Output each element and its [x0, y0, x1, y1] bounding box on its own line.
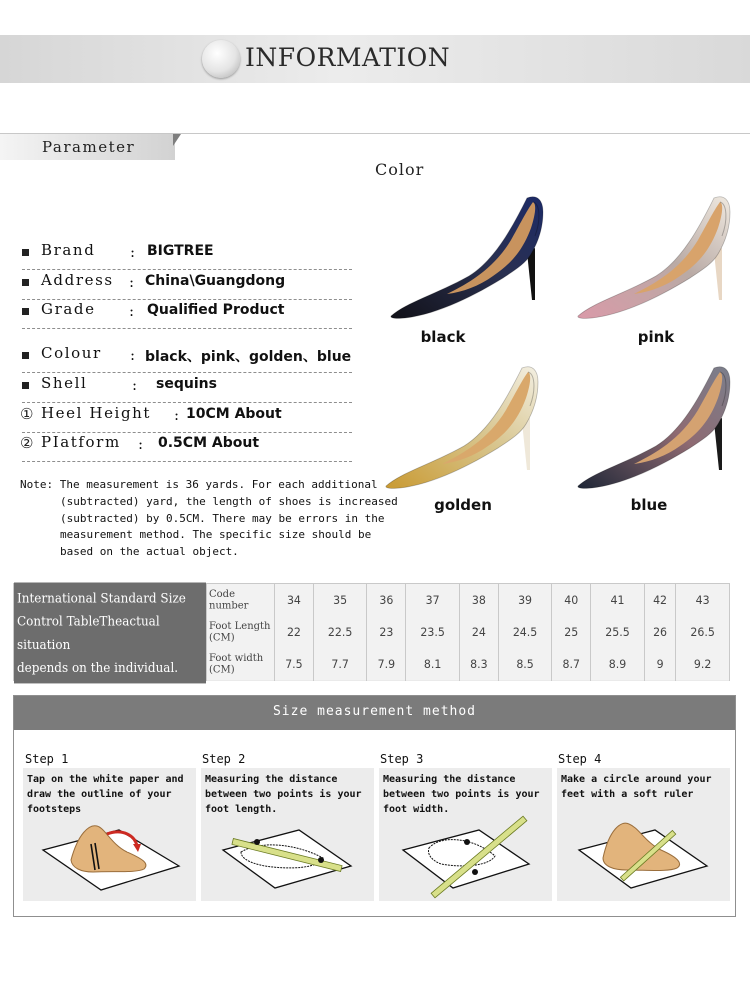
- bullet-icon: [22, 308, 29, 315]
- spec-value: sequins: [156, 376, 217, 392]
- note-line: measurement method. The specific size should be: [60, 528, 372, 542]
- spec-key: Address: [41, 271, 114, 289]
- measurement-note: [20, 477, 410, 561]
- shoe-golden-image: [380, 360, 550, 500]
- spec-row-address: [22, 270, 352, 300]
- circled-number-2: ②: [20, 434, 34, 452]
- table-cell: 24.5: [498, 615, 552, 649]
- parameter-label: Parameter: [42, 138, 136, 156]
- shoe-black-image: [385, 190, 555, 330]
- info-circle-icon: [202, 40, 240, 78]
- shoe-label-black: black: [420, 328, 466, 346]
- spec-value: Qualified Product: [147, 302, 285, 318]
- row-label-code: Code number: [207, 583, 275, 617]
- table-cell: 26.5: [676, 615, 730, 649]
- step-2-panel: [201, 768, 374, 901]
- table-cell: 23.5: [406, 615, 460, 649]
- spec-key: PIatform: [41, 433, 121, 451]
- spec-key: Grade: [41, 300, 96, 318]
- spec-key: Colour: [41, 344, 102, 362]
- step-2-title: Step 2: [202, 752, 246, 766]
- note-line: (subtracted) yard, the length of shoes is increased: [60, 494, 398, 508]
- table-cell: 7.7: [313, 647, 367, 681]
- color-title: Color: [375, 160, 425, 179]
- measurement-section: [13, 695, 736, 917]
- table-cell: 34: [275, 583, 314, 617]
- table-cell: 7.9: [367, 647, 406, 681]
- shoe-label-pink: pink: [637, 328, 675, 346]
- step-4-panel: [557, 768, 730, 901]
- table-cell: 9.2: [676, 647, 730, 681]
- spec-value: China\Guangdong: [145, 273, 286, 289]
- size-chart-table: [13, 583, 730, 681]
- table-cell: 41: [591, 583, 645, 617]
- spec-value: black、pink、golden、blue: [145, 349, 352, 365]
- table-cell: 9: [644, 647, 676, 681]
- table-cell: 23: [367, 615, 406, 649]
- spec-colon: :: [174, 406, 180, 424]
- spec-colon: :: [132, 376, 138, 394]
- step-3-illustration: [379, 768, 552, 901]
- table-cell: 25: [552, 615, 591, 649]
- shoe-label-golden: golden: [434, 496, 492, 514]
- table-cell: 8.3: [459, 647, 498, 681]
- measurement-title: Size measurement method: [14, 696, 735, 730]
- table-cell: 25.5: [591, 615, 645, 649]
- circled-number-1: ①: [20, 405, 34, 423]
- spec-colon: :: [138, 435, 144, 453]
- bullet-icon: [22, 382, 29, 389]
- spec-row-colour: [22, 343, 352, 373]
- step-3-panel: [379, 768, 552, 901]
- spec-row-platform: [22, 432, 352, 462]
- note-line: (subtracted) by 0.5CM. There may be errors in the: [60, 511, 385, 525]
- spec-colon: :: [129, 273, 135, 291]
- spec-value: 0.5CM About: [158, 435, 260, 451]
- parameter-tab-fold: [173, 134, 181, 146]
- table-cell: 38: [459, 583, 498, 617]
- step-4-desc: Make a circle around your feet with a soft ruler: [561, 774, 712, 800]
- table-cell: 37: [406, 583, 460, 617]
- size-table-title: [14, 581, 207, 683]
- size-table-title-line: depends on the individual.: [17, 659, 179, 674]
- spec-value: 10CM About: [186, 406, 282, 422]
- table-cell: 22.5: [313, 615, 367, 649]
- table-cell: 8.7: [552, 647, 591, 681]
- size-table-title-line: Control TableTheactual situation: [17, 613, 160, 651]
- table-cell: 7.5: [275, 647, 314, 681]
- spec-value: BIGTREE: [147, 243, 214, 259]
- spec-row-brand: [22, 240, 352, 270]
- table-cell: 35: [313, 583, 367, 617]
- shoe-pink-image: [572, 190, 742, 330]
- step-1-panel: [23, 768, 196, 901]
- bullet-icon: [22, 352, 29, 359]
- spec-key: Brand: [41, 241, 96, 259]
- row-label-foot-length: Foot Length (CM): [207, 615, 275, 649]
- note-line: based on the actual object.: [60, 545, 239, 559]
- table-row: [14, 584, 730, 616]
- step-1-desc: Tap on the white paper and draw the outline of your footsteps: [27, 774, 184, 815]
- spec-row-shell: [22, 373, 352, 403]
- table-cell: 8.5: [498, 647, 552, 681]
- step-2-desc: Measuring the distance between two points is your foot length.: [205, 774, 362, 815]
- bullet-icon: [22, 279, 29, 286]
- bullet-icon: [22, 249, 29, 256]
- table-cell: 26: [644, 615, 676, 649]
- table-cell: 43: [676, 583, 730, 617]
- table-cell: 42: [644, 583, 676, 617]
- note-line: The measurement is 36 yards. For each additional: [59, 478, 378, 491]
- table-cell: 40: [552, 583, 591, 617]
- step-2-illustration: [201, 768, 374, 901]
- step-1-title: Step 1: [25, 752, 69, 766]
- table-cell: 8.1: [406, 647, 460, 681]
- table-cell: 8.9: [591, 647, 645, 681]
- shoe-label-blue: blue: [630, 496, 668, 514]
- step-1-illustration: [23, 768, 196, 901]
- step-4-title: Step 4: [558, 752, 602, 766]
- spec-colon: :: [130, 346, 136, 364]
- spec-row-heel-height: [22, 403, 352, 433]
- table-cell: 24: [459, 615, 498, 649]
- spec-key: Shell: [41, 374, 88, 392]
- spec-row-grade: [22, 299, 352, 329]
- table-cell: 36: [367, 583, 406, 617]
- shoe-blue-image: [572, 360, 742, 500]
- spec-colon: :: [129, 302, 135, 320]
- size-table-title-line: International Standard Size: [17, 590, 186, 605]
- spec-key: Heel Height: [41, 404, 152, 422]
- info-title: INFORMATION: [245, 43, 451, 72]
- table-cell: 39: [498, 583, 552, 617]
- spec-colon: :: [130, 243, 136, 261]
- note-prefix: Note:: [20, 478, 54, 491]
- step-3-desc: Measuring the distance between two points is your foot width.: [383, 774, 540, 815]
- row-label-foot-width: Foot width (CM): [207, 647, 275, 681]
- step-4-illustration: [557, 768, 730, 901]
- step-3-title: Step 3: [380, 752, 424, 766]
- table-cell: 22: [275, 615, 314, 649]
